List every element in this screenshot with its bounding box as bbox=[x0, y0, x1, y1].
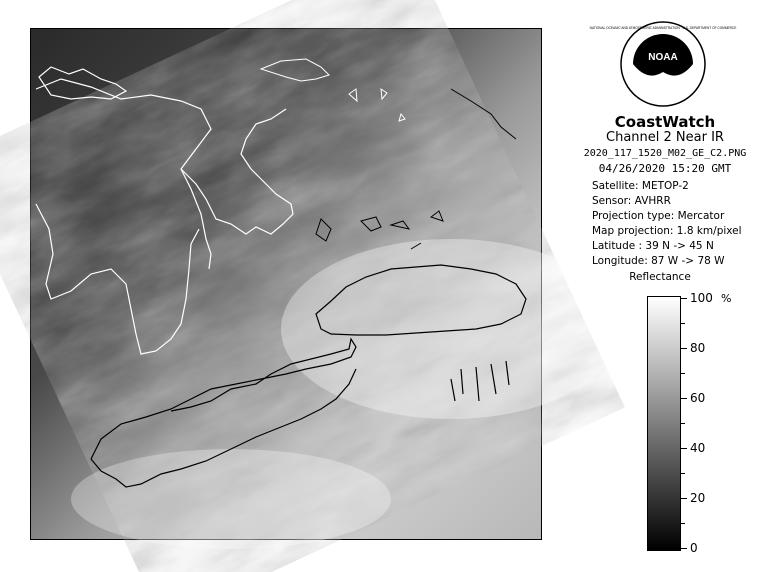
colorbar-title: Reflectance bbox=[629, 271, 691, 283]
colorbar-minor-tick bbox=[681, 373, 685, 374]
file-name: 2020_117_1520_M02_GE_C2.PNG bbox=[583, 148, 747, 159]
colorbar bbox=[647, 296, 681, 551]
satellite-image bbox=[30, 28, 542, 540]
app-title: CoastWatch bbox=[614, 113, 716, 131]
colorbar-tick bbox=[681, 298, 687, 299]
colorbar-tick bbox=[681, 398, 687, 399]
projection-type-info: Projection type: Mercator bbox=[592, 210, 725, 222]
logo-center-text: NOAA bbox=[648, 52, 678, 63]
colorbar-tick-label: 0 bbox=[690, 541, 698, 555]
sensor-info: Sensor: AVHRR bbox=[592, 195, 671, 207]
colorbar-tick-label: 100 bbox=[690, 291, 713, 305]
colorbar-tick-label: 20 bbox=[690, 491, 706, 505]
noaa-logo bbox=[589, 20, 737, 108]
bright-cloud-lower bbox=[71, 449, 391, 549]
colorbar-tick bbox=[681, 348, 687, 349]
satellite-map-svg bbox=[31, 29, 541, 539]
colorbar-tick bbox=[681, 448, 687, 449]
colorbar-minor-tick bbox=[681, 473, 685, 474]
longitude-info: Longitude: 87 W -> 78 W bbox=[592, 255, 725, 267]
colorbar-tick-label: 80 bbox=[690, 341, 706, 355]
channel-label: Channel 2 Near IR bbox=[606, 130, 724, 145]
colorbar-minor-tick bbox=[681, 423, 685, 424]
noaa-logo-svg bbox=[589, 20, 737, 108]
logo-ring-text: NATIONAL OCEANIC AND ATMOSPHERIC ADMINISTRATION · U.S. DEPARTMENT OF COMMERCE bbox=[589, 26, 737, 30]
colorbar-tick-label: 40 bbox=[690, 441, 706, 455]
map-projection-info: Map projection: 1.8 km/pixel bbox=[592, 225, 742, 237]
satellite-info: Satellite: METOP-2 bbox=[592, 180, 689, 192]
colorbar-unit: % bbox=[721, 292, 732, 305]
colorbar-minor-tick bbox=[681, 323, 685, 324]
colorbar-minor-tick bbox=[681, 523, 685, 524]
colorbar-tick bbox=[681, 498, 687, 499]
colorbar-tick-label: 60 bbox=[690, 391, 706, 405]
latitude-info: Latitude : 39 N -> 45 N bbox=[592, 240, 714, 252]
colorbar-tick bbox=[681, 548, 687, 549]
date-time: 04/26/2020 15:20 GMT bbox=[598, 162, 732, 175]
